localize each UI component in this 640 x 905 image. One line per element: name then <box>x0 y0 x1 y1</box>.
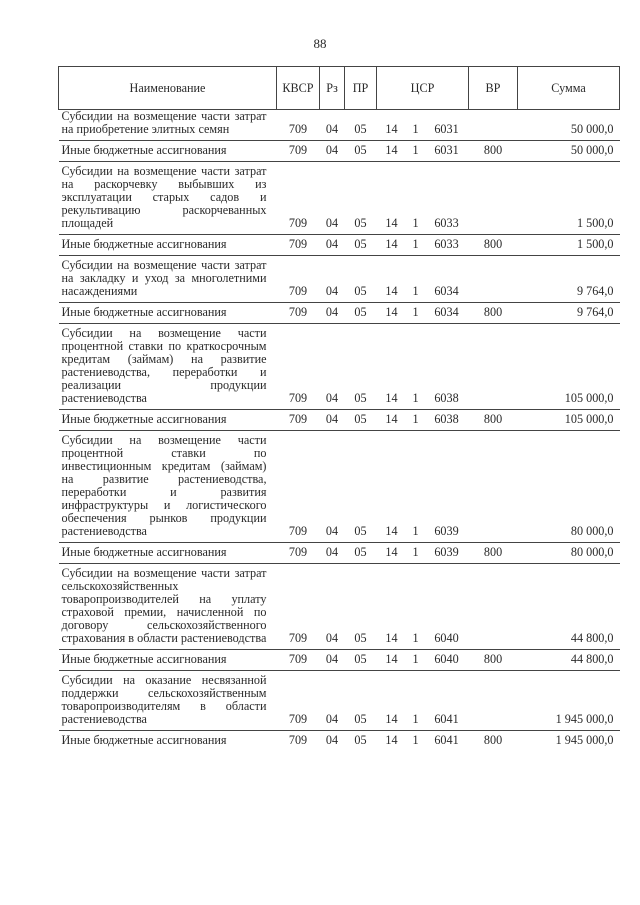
header-sum: Сумма <box>518 67 620 110</box>
row-csr-program-cell: 14 <box>377 303 407 324</box>
table-row <box>59 324 620 410</box>
row-name-cell: Субсидии на возмещение части затрат на приобретение элитных семян <box>61 109 267 136</box>
row-vr-cell <box>469 256 518 303</box>
row-rz-cell: 04 <box>320 141 345 162</box>
table-row <box>59 671 620 731</box>
row-kvsr-cell: 709 <box>277 235 320 256</box>
row-csr-subprogram-cell: 1 <box>412 122 419 136</box>
row-pr-cell: 05 <box>354 122 367 136</box>
table-header-row <box>59 67 620 110</box>
row-pr-cell: 05 <box>345 543 377 564</box>
row-vr-cell <box>469 324 518 410</box>
row-pr-cell: 05 <box>345 564 377 650</box>
row-pr-cell: 05 <box>345 235 377 256</box>
row-csr-program-cell: 14 <box>377 235 407 256</box>
row-name-cell: Иные бюджетные ассигнования <box>59 141 277 162</box>
row-vr-cell <box>469 671 518 731</box>
header-kvsr: КВСР <box>277 67 320 110</box>
row-pr-cell: 05 <box>345 410 377 431</box>
row-name-cell: Субсидии на возмещение части процентной ставки по инвестиционным кредитам (займам) на развитие растениеводства, переработки и развития инфраструктуры и логистического обеспечения рынков продукции растениеводства <box>59 431 277 543</box>
table-row <box>59 650 620 671</box>
row-kvsr-cell: 709 <box>277 431 320 543</box>
row-sum-cell: 1 500,0 <box>518 162 620 235</box>
header-rz: Рз <box>320 67 345 110</box>
row-kvsr-cell: 709 <box>277 410 320 431</box>
row-csr-code-cell: 6031 <box>425 141 469 162</box>
row-sum-cell: 105 000,0 <box>518 324 620 410</box>
row-rz-cell: 04 <box>320 303 345 324</box>
row-sum-cell: 9 764,0 <box>518 303 620 324</box>
row-csr-code-cell: 6040 <box>425 650 469 671</box>
row-kvsr-cell: 709 <box>277 650 320 671</box>
row-name-cell: Иные бюджетные ассигнования <box>59 650 277 671</box>
row-sum-cell: 9 764,0 <box>518 256 620 303</box>
row-kvsr-cell: 709 <box>277 564 320 650</box>
row-pr-cell: 05 <box>345 431 377 543</box>
row-kvsr-cell: 709 <box>277 671 320 731</box>
row-name-cell: Субсидии на оказание несвязанной поддержки сельскохозяйственным товаропроизводителям в области растениеводства <box>59 671 277 731</box>
row-rz-cell: 04 <box>320 671 345 731</box>
row-csr-code-cell: 6041 <box>425 671 469 731</box>
row-rz-cell: 04 <box>320 162 345 235</box>
row-csr-program-cell: 14 <box>377 564 407 650</box>
row-sum-cell: 50 000,0 <box>570 122 614 136</box>
row-csr-program-cell: 14 <box>385 122 398 136</box>
row-csr-code-cell: 6040 <box>425 564 469 650</box>
row-name-cell: Иные бюджетные ассигнования <box>59 731 277 752</box>
row-rz-cell: 04 <box>320 256 345 303</box>
row-name-cell: Иные бюджетные ассигнования <box>59 235 277 256</box>
row-rz-cell: 04 <box>320 543 345 564</box>
row-csr-program-cell: 14 <box>377 731 407 752</box>
row-name-cell: Субсидии на возмещение части затрат на закладку и уход за многолетними насаждениями <box>59 256 277 303</box>
row-csr-subprogram-cell: 1 <box>407 431 425 543</box>
row-vr-cell: 800 <box>469 410 518 431</box>
row-vr-cell <box>469 162 518 235</box>
row-rz-cell: 04 <box>320 431 345 543</box>
row-sum-cell: 44 800,0 <box>518 650 620 671</box>
row-pr-cell: 05 <box>345 671 377 731</box>
row-rz-cell: 04 <box>320 410 345 431</box>
row-csr-program-cell: 14 <box>377 256 407 303</box>
row-csr-code-cell: 6038 <box>425 410 469 431</box>
row-csr-subprogram-cell: 1 <box>407 650 425 671</box>
row-csr-code-cell: 6033 <box>425 235 469 256</box>
row-kvsr-cell: 709 <box>277 731 320 752</box>
row-vr-cell <box>469 564 518 650</box>
row-csr-subprogram-cell: 1 <box>407 410 425 431</box>
row-csr-code-cell: 6034 <box>425 303 469 324</box>
row-vr-cell <box>469 431 518 543</box>
row-csr-subprogram-cell: 1 <box>407 256 425 303</box>
row-pr-cell: 05 <box>345 650 377 671</box>
row-sum-cell: 1 945 000,0 <box>518 671 620 731</box>
row-name-cell: Иные бюджетные ассигнования <box>59 543 277 564</box>
row-csr-subprogram-cell: 1 <box>407 162 425 235</box>
row-csr-code-cell: 6033 <box>425 162 469 235</box>
row-sum-cell: 50 000,0 <box>518 141 620 162</box>
row-name-cell: Иные бюджетные ассигнования <box>59 410 277 431</box>
row-pr-cell: 05 <box>345 324 377 410</box>
row-csr-code-cell: 6039 <box>425 543 469 564</box>
row-csr-subprogram-cell: 1 <box>407 564 425 650</box>
row-csr-subprogram-cell: 1 <box>407 543 425 564</box>
row-csr-code-cell: 6041 <box>425 731 469 752</box>
row-rz-cell: 04 <box>320 731 345 752</box>
row-vr-cell <box>469 110 518 141</box>
row-pr-cell: 05 <box>345 141 377 162</box>
row-rz-cell: 04 <box>320 235 345 256</box>
header-name: Наименование <box>59 67 277 110</box>
row-rz-cell: 04 <box>320 324 345 410</box>
table-row <box>59 110 620 141</box>
row-name-cell: Субсидии на возмещение части затрат на раскорчевку выбывших из эксплуатации старых садов и рекультивацию раскорчеванных площадей <box>59 162 277 235</box>
table-row <box>59 256 620 303</box>
row-name-cell: Субсидии на возмещение части процентной ставки по краткосрочным кредитам (займам) на развитие растениеводства, переработки и реализации продукции растениеводства <box>59 324 277 410</box>
row-csr-code-cell: 6038 <box>425 324 469 410</box>
row-pr-cell: 05 <box>345 162 377 235</box>
row-csr-code-cell: 6039 <box>425 431 469 543</box>
row-vr-cell: 800 <box>469 141 518 162</box>
row-csr-program-cell: 14 <box>377 141 407 162</box>
header-vr: ВР <box>469 67 518 110</box>
row-csr-subprogram-cell: 1 <box>407 303 425 324</box>
table-row <box>59 543 620 564</box>
row-sum-cell: 1 945 000,0 <box>518 731 620 752</box>
row-sum-cell: 80 000,0 <box>518 543 620 564</box>
row-rz-cell: 04 <box>320 564 345 650</box>
row-csr-program-cell: 14 <box>377 650 407 671</box>
row-pr-cell: 05 <box>345 256 377 303</box>
row-csr-subprogram-cell: 1 <box>407 324 425 410</box>
row-csr-program-cell: 14 <box>377 162 407 235</box>
row-name-cell: Субсидии на возмещение части затрат сельскохозяйственных товаропроизводителей на уплату страховой премии, начисленной по договору сельскохозяйственного страхования в области растениеводства <box>59 564 277 650</box>
row-kvsr-cell: 709 <box>277 543 320 564</box>
table-row <box>59 410 620 431</box>
row-name-cell: Иные бюджетные ассигнования <box>59 303 277 324</box>
budget-table <box>58 66 620 751</box>
row-pr-cell: 05 <box>345 731 377 752</box>
row-csr-code-cell: 6034 <box>425 256 469 303</box>
row-csr-program-cell: 14 <box>377 324 407 410</box>
row-csr-program-cell: 14 <box>377 671 407 731</box>
table-row <box>59 564 620 650</box>
row-sum-cell: 1 500,0 <box>518 235 620 256</box>
row-csr-subprogram-cell: 1 <box>407 141 425 162</box>
table-row <box>59 303 620 324</box>
table-row <box>59 235 620 256</box>
row-csr-program-cell: 14 <box>377 543 407 564</box>
row-rz-cell: 04 <box>320 650 345 671</box>
row-vr-cell: 800 <box>469 731 518 752</box>
row-rz-cell: 04 <box>325 122 339 136</box>
row-csr-program-cell: 14 <box>377 410 407 431</box>
row-kvsr-cell: 709 <box>277 256 320 303</box>
row-kvsr-cell: 709 <box>277 162 320 235</box>
row-csr-code-cell: 6031 <box>434 122 459 136</box>
row-sum-cell: 80 000,0 <box>518 431 620 543</box>
row-sum-cell: 105 000,0 <box>518 410 620 431</box>
row-kvsr-cell: 709 <box>277 324 320 410</box>
row-sum-cell: 44 800,0 <box>518 564 620 650</box>
header-csr: ЦСР <box>377 67 469 110</box>
page-number: 88 <box>313 36 327 51</box>
row-kvsr-cell: 709 <box>288 122 308 136</box>
table-row <box>59 731 620 752</box>
row-kvsr-cell: 709 <box>277 141 320 162</box>
table-row <box>59 431 620 543</box>
row-vr-cell: 800 <box>469 235 518 256</box>
header-pr: ПР <box>345 67 377 110</box>
row-csr-subprogram-cell: 1 <box>407 671 425 731</box>
row-pr-cell: 05 <box>345 303 377 324</box>
row-vr-cell: 800 <box>469 650 518 671</box>
row-csr-subprogram-cell: 1 <box>407 235 425 256</box>
row-vr-cell: 800 <box>469 303 518 324</box>
table-row <box>59 162 620 235</box>
row-vr-cell: 800 <box>469 543 518 564</box>
row-csr-subprogram-cell: 1 <box>407 731 425 752</box>
row-kvsr-cell: 709 <box>277 303 320 324</box>
row-csr-program-cell: 14 <box>377 431 407 543</box>
table-row <box>59 141 620 162</box>
